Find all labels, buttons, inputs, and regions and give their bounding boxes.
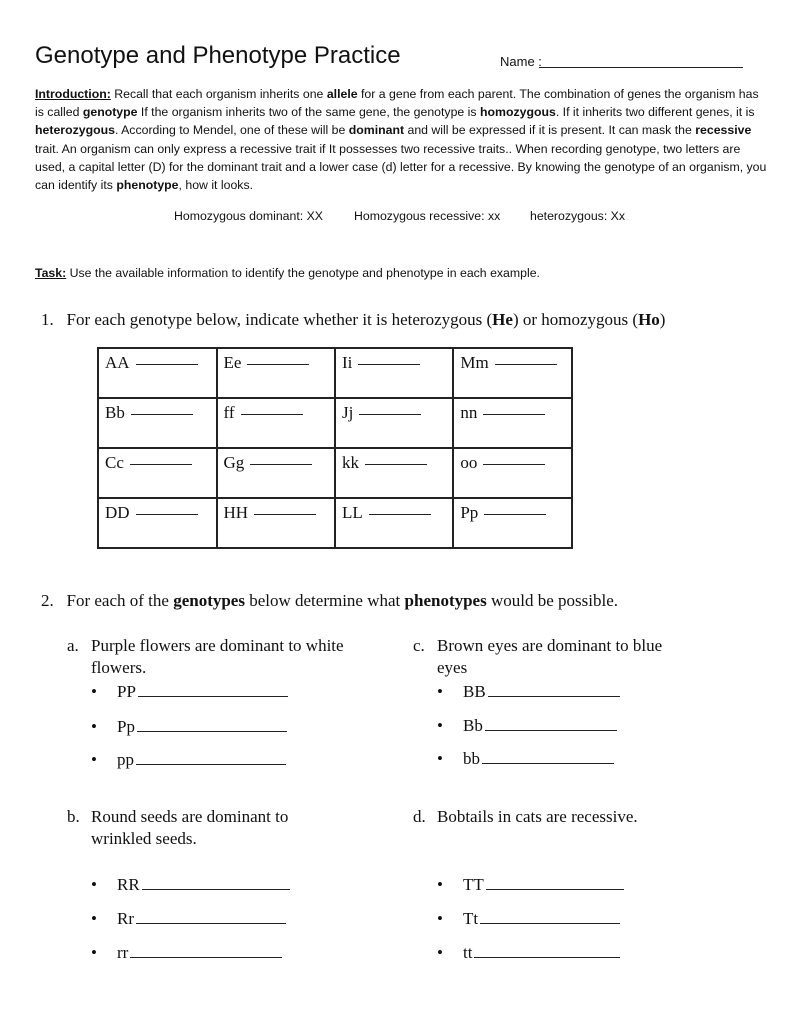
part-a-item [91, 750, 286, 770]
part-d-text: Bobtails in cats are recessive. [437, 807, 638, 826]
part-a-letter: a. [67, 636, 79, 655]
part-b-prompt [67, 806, 387, 850]
genotype-cell [98, 498, 217, 548]
genotype-cell [98, 448, 217, 498]
answer-line[interactable] [136, 764, 286, 765]
part-d-item [437, 943, 620, 963]
question-2-number: 2. [41, 591, 54, 610]
part-c-item [437, 749, 614, 769]
intro-text-segment: trait. An organism can only express a recessive trait if It possesses two recessive traits.. When recording genotype, two letters are used, a capital letter (D) for the dominant trait and a lower case (d) letter for a recessive. By knowing the genotype of an organism, you can identify its [35, 141, 767, 193]
intro-text-segment: Recall that each organism inherits one [110, 87, 327, 101]
answer-line[interactable] [131, 414, 193, 415]
bullet-icon: • [437, 749, 443, 768]
genotype-label: oo [460, 453, 478, 472]
answer-line[interactable] [136, 923, 286, 924]
bullet-icon: • [91, 875, 97, 894]
genotype-cell [335, 498, 453, 548]
genotype-label: Bb [105, 403, 125, 422]
intro-text-segment: . According to Mendel, one of these will be [114, 123, 349, 138]
part-d-prompt [413, 806, 743, 828]
table-row [98, 348, 572, 398]
bullet-icon: • [437, 943, 443, 962]
answer-line[interactable] [482, 763, 614, 764]
part-a-genotype: pp [117, 750, 134, 769]
answer-line[interactable] [359, 414, 421, 415]
part-c-text [437, 635, 662, 679]
genotype-cell [335, 348, 453, 398]
table-row [98, 398, 572, 448]
part-c-genotype: Bb [463, 716, 483, 735]
part-c-item [437, 682, 620, 702]
part-b-genotype: rr [117, 943, 129, 962]
answer-line[interactable] [488, 696, 620, 697]
key-term: heterozygous [35, 123, 115, 138]
answer-line[interactable] [358, 364, 420, 365]
part-b-line1: Round seeds are dominant to [91, 807, 289, 826]
genotype-cell [335, 398, 453, 448]
part-c-line2: eyes [437, 658, 468, 677]
part-b-letter: b. [67, 807, 80, 826]
introduction-text [35, 87, 766, 192]
part-a-item [91, 682, 288, 702]
part-a-line2: flowers. [91, 658, 147, 677]
answer-line[interactable] [130, 464, 192, 465]
part-d-item [437, 909, 620, 929]
genotype-label: Ii [342, 353, 353, 372]
part-b-item [91, 875, 290, 895]
bullet-icon: • [437, 875, 443, 894]
bullet-icon: • [437, 682, 443, 701]
question-2-text: For each of the [66, 591, 174, 610]
genotype-label: Jj [342, 403, 354, 422]
genotype-label: AA [105, 353, 130, 372]
part-a-item [91, 717, 287, 737]
answer-line[interactable] [480, 923, 620, 924]
answer-line[interactable] [136, 364, 198, 365]
answer-line[interactable] [474, 957, 620, 958]
table-row [98, 498, 572, 548]
genotype-label: kk [342, 453, 359, 472]
legend-homozygous-recessive: Homozygous recessive: xx [354, 209, 501, 223]
genotype-cell [453, 398, 572, 448]
genotype-label: Pp [460, 503, 479, 522]
genotype-label: DD [105, 503, 130, 522]
genotype-label: nn [460, 403, 478, 422]
name-field[interactable] [539, 67, 743, 68]
task-label: Task: [35, 266, 67, 280]
key-term: recessive [695, 123, 752, 138]
genotype-cell [98, 398, 217, 448]
homozygous-abbrev: Ho [638, 310, 660, 329]
key-term: genotype [82, 105, 138, 120]
answer-line[interactable] [138, 696, 288, 697]
part-d-genotype: TT [463, 875, 484, 894]
genotype-cell [217, 348, 336, 398]
genotype-label: Cc [105, 453, 124, 472]
table-row [98, 448, 572, 498]
part-a-prompt [67, 635, 387, 679]
answer-line[interactable] [241, 414, 303, 415]
answer-line[interactable] [365, 464, 427, 465]
answer-line[interactable] [137, 731, 287, 732]
part-d-item [437, 875, 624, 895]
legend-homozygous-dominant: Homozygous dominant: XX [174, 209, 324, 223]
bullet-icon: • [437, 909, 443, 928]
genotype-label: LL [342, 503, 363, 522]
answer-line[interactable] [142, 889, 290, 890]
genotype-cell [335, 448, 453, 498]
genotype-cell [217, 498, 336, 548]
part-b-genotype: RR [117, 875, 140, 894]
answer-line[interactable] [136, 514, 198, 515]
introduction-paragraph [35, 85, 770, 194]
bullet-icon: • [91, 717, 97, 736]
task-instruction [35, 266, 540, 280]
part-a-line1: Purple flowers are dominant to white [91, 636, 344, 655]
intro-text-segment: and will be expressed if it is present. It can mask the [404, 123, 696, 138]
genotype-cell [217, 398, 336, 448]
question-1-heading [41, 310, 665, 330]
legend-heterozygous: heterozygous: Xx [530, 209, 626, 223]
question-1-text: For each genotype below, indicate whether it is heterozygous ( [66, 310, 493, 329]
genotype-table [97, 347, 573, 549]
answer-line[interactable] [369, 514, 431, 515]
part-c-line1: Brown eyes are dominant to blue [437, 636, 663, 655]
genotype-label: Ee [223, 353, 242, 372]
intro-text-segment: , how it looks. [178, 178, 254, 193]
answer-line[interactable] [483, 464, 545, 465]
part-d-genotype: tt [463, 943, 473, 962]
bullet-icon: • [91, 682, 97, 701]
part-c-prompt [413, 635, 733, 679]
part-c-genotype: bb [463, 749, 480, 768]
genotype-cell [453, 348, 572, 398]
part-a-genotype: Pp [117, 717, 135, 736]
key-term: homozygous [479, 105, 556, 120]
part-d-letter: d. [413, 807, 426, 826]
genotype-cell [217, 448, 336, 498]
answer-line[interactable] [250, 464, 312, 465]
question-2-text-end: would be possible. [486, 591, 618, 610]
genotype-cell [453, 498, 572, 548]
part-c-genotype: BB [463, 682, 486, 701]
question-1-number: 1. [41, 310, 54, 329]
answer-line[interactable] [485, 730, 617, 731]
part-c-letter: c. [413, 636, 425, 655]
bullet-icon: • [437, 716, 443, 735]
key-term: phenotype [116, 178, 179, 193]
part-b-item [91, 943, 282, 963]
genotype-label: HH [223, 503, 249, 522]
genotype-label: ff [223, 403, 235, 422]
answer-line[interactable] [130, 957, 282, 958]
answer-line[interactable] [254, 514, 316, 515]
genotype-label: Mm [460, 353, 489, 372]
answer-line[interactable] [495, 364, 557, 365]
part-b-line2: wrinkled seeds. [91, 829, 197, 848]
introduction-label: Introduction: [35, 87, 111, 101]
bullet-icon: • [91, 750, 97, 769]
intro-text-segment: If the organism inherits two of the same gene, the genotype is [137, 105, 480, 120]
page-title: Genotype and Phenotype Practice [35, 42, 401, 69]
name-label: Name : [500, 54, 542, 69]
answer-line[interactable] [247, 364, 309, 365]
answer-line[interactable] [486, 889, 624, 890]
answer-line[interactable] [483, 414, 545, 415]
part-c-item [437, 716, 617, 736]
question-1-text-mid: ) or homozygous ( [512, 310, 639, 329]
key-term: allele [326, 87, 358, 101]
answer-line[interactable] [484, 514, 546, 515]
intro-text-segment: . If it inherits two different genes, it is [555, 105, 755, 120]
part-b-item [91, 909, 286, 929]
heterozygous-abbrev: He [492, 310, 513, 329]
key-term: dominant [348, 123, 405, 138]
part-b-genotype: Rr [117, 909, 134, 928]
part-a-text [91, 635, 344, 679]
question-2-text-mid: below determine what [244, 591, 405, 610]
question-2-heading [41, 591, 618, 611]
part-d-genotype: Tt [463, 909, 479, 928]
question-1-text-end: ) [659, 310, 666, 329]
intro-text-segment: for a gene from each parent. The combination of genes the organism has is called [35, 87, 759, 120]
bullet-icon: • [91, 943, 97, 962]
genotypes-word: genotypes [173, 591, 245, 610]
genotype-cell [98, 348, 217, 398]
phenotypes-word: phenotypes [404, 591, 487, 610]
task-text: Use the available information to identify the genotype and phenotype in each example. [66, 266, 540, 280]
part-b-text [91, 806, 288, 850]
bullet-icon: • [91, 909, 97, 928]
genotype-label: Gg [223, 453, 245, 472]
part-a-genotype: PP [117, 682, 136, 701]
genotype-cell [453, 448, 572, 498]
